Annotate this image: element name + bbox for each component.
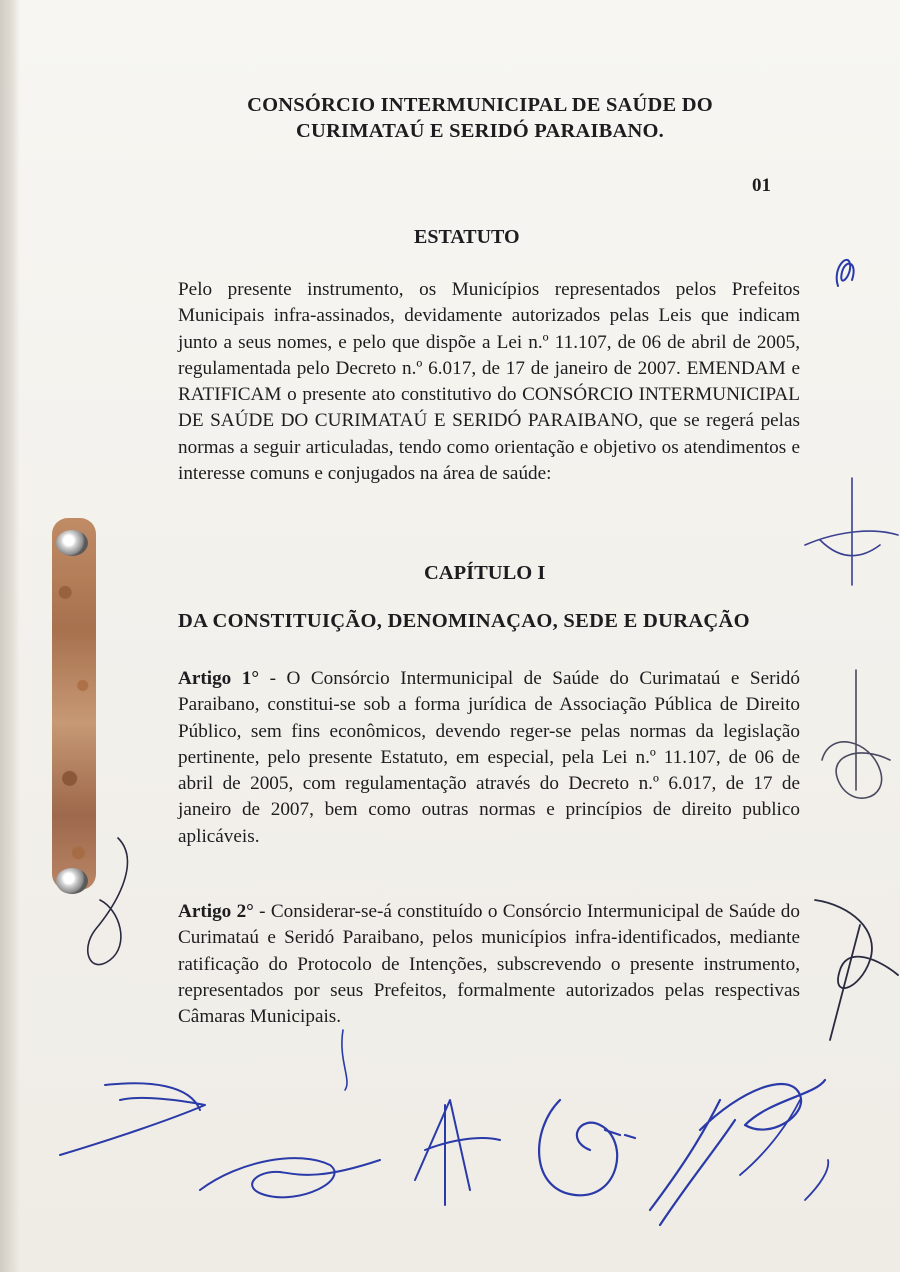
page-number: 01 <box>752 175 771 196</box>
margin-initial-top <box>837 260 854 286</box>
signature-4 <box>539 1100 635 1195</box>
signature-1 <box>60 1083 205 1155</box>
signature-2 <box>200 1158 380 1197</box>
article-1-label: Artigo 1° <box>178 668 260 689</box>
article-1-text: - O Consórcio Intermunicipal de Saúde do Curimataú e Seridó Paraibano, constitui-se sob a forma jurídica de Associação Pública de Direito Público, sem fins econômicos, devendo reger-se pelas normas da legislação pertinente, pelo presente Estatuto, em especial, pela Lei n.º 11.107, de 06 de abril de 2005, com regulamentação através do Decreto n.º 6.017, de 17 de janeiro de 2007, bem como outras normas e princípios de direito publico aplicáveis. <box>178 668 800 847</box>
article-2-text: - Considerar-se-á constituído o Consórcio Intermunicipal de Saúde do Curimataú e Seridó Paraibano, pelos municípios infra-identificados, mediante ratificação do Protocolo de Intenções, subscrevendo o presente instrumento, representados por seus Prefeitos, formalmente autorizados pelas respectivas Câmaras Municipais. <box>178 901 800 1028</box>
signature-6 <box>740 1100 828 1200</box>
chapter-number: CAPÍTULO I <box>424 562 546 584</box>
article-2-label: Artigo 2° <box>178 901 254 922</box>
chapter-title: DA CONSTITUIÇÃO, DENOMINAÇAO, SEDE E DURAÇÃO <box>178 610 750 632</box>
signature-3 <box>415 1100 500 1205</box>
document-title-line2: CURIMATAÚ E SERIDÓ PARAIBANO. <box>296 120 664 142</box>
margin-initial-lower <box>822 670 890 798</box>
statute-heading: ESTATUTO <box>414 226 520 248</box>
margin-signature-right <box>815 900 898 1040</box>
small-initial-center <box>342 1030 347 1090</box>
margin-signature-left <box>88 838 128 965</box>
margin-initial-middle <box>805 478 898 585</box>
preamble-paragraph: Pelo presente instrumento, os Municípios representados pelos Prefeitos Municipais infra-assinados, devidamente autorizados pelas Leis que indicam junto a seus nomes, e pelo que dispõe a Lei n.º 11.107, de 06 de abril de 2005, regulamentada pelo Decreto n.º 6.017, de 17 de janeiro de 2007. EMENDAM e RATIFICAM o presente ato constitutivo do CONSÓRCIO INTERMUNICIPAL DE SAÚDE DO CURIMATAÚ E SERIDÓ PARAIBANO, que se regerá pelas normas a seguir articuladas, tendo como orientação e objetivo os atendimentos e interesse comuns e conjugados na área de saúde: <box>178 279 800 485</box>
document-title-line1: CONSÓRCIO INTERMUNICIPAL DE SAÚDE DO <box>247 94 713 116</box>
